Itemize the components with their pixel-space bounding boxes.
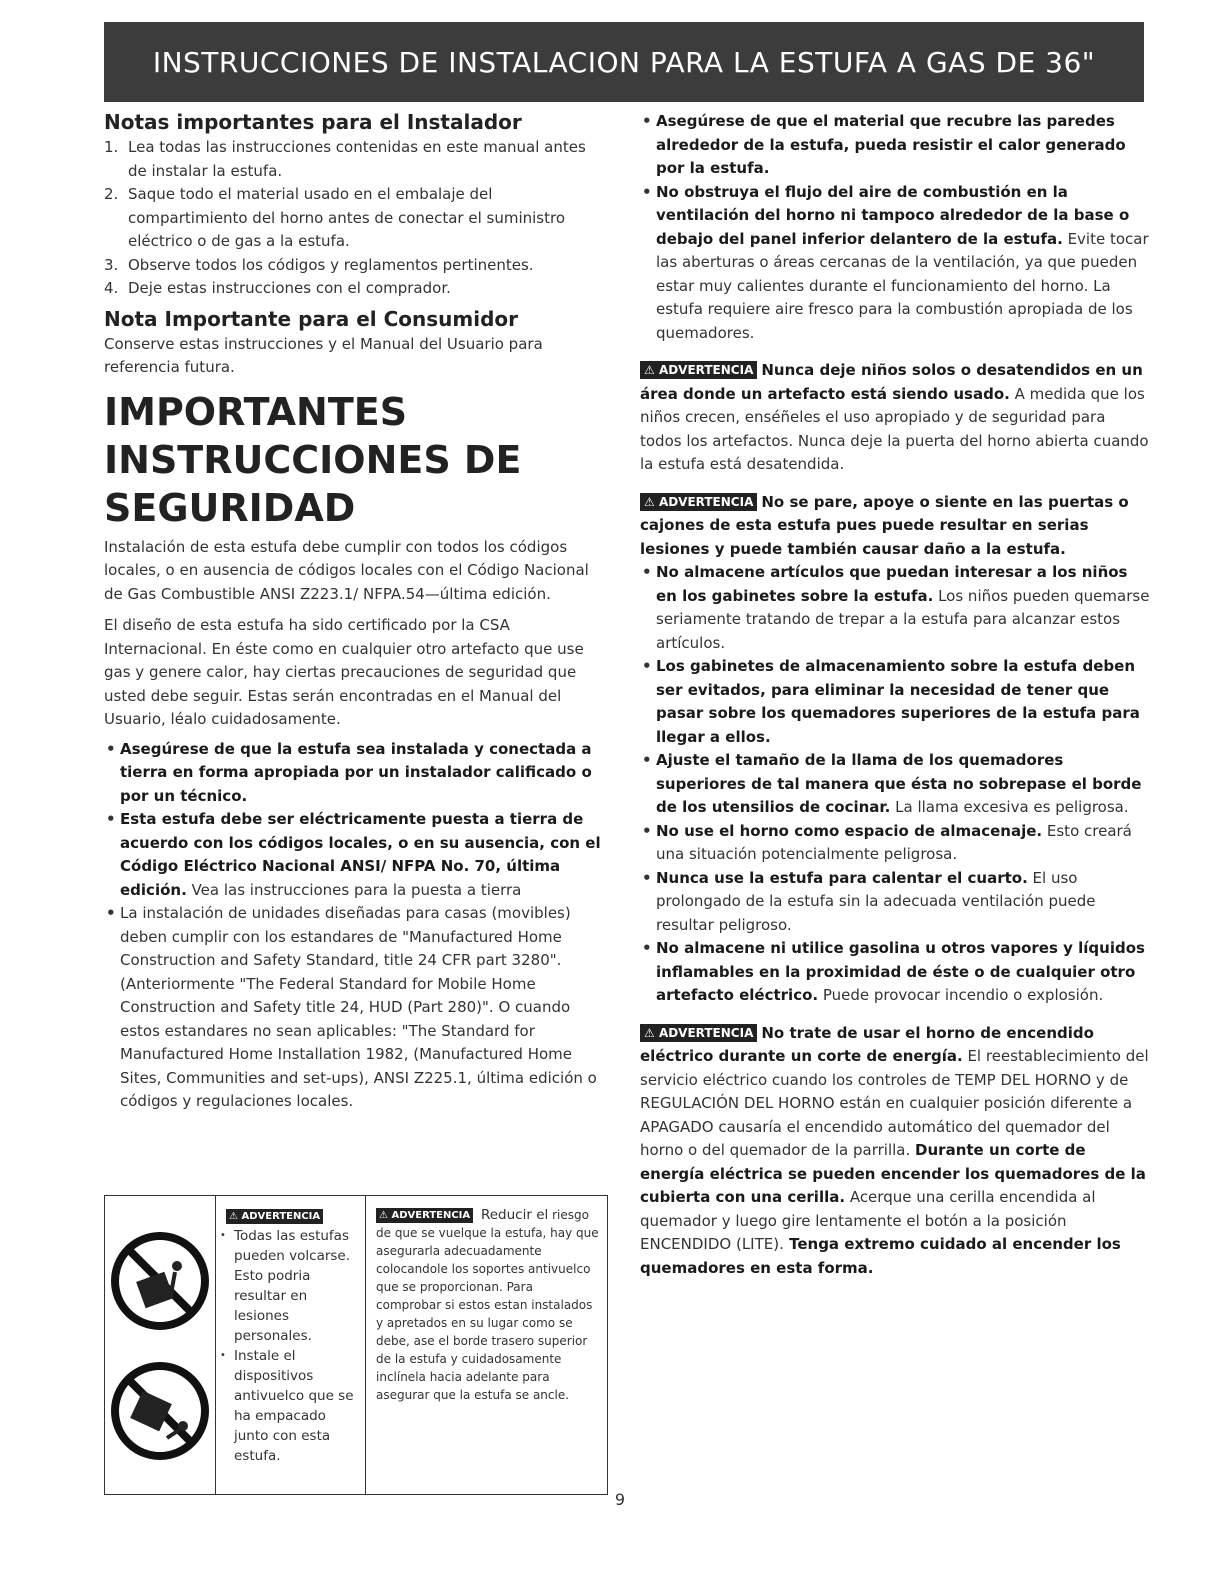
safety-title-line: INSTRUCCIONES DE bbox=[104, 437, 522, 482]
safety-title bbox=[104, 388, 608, 532]
bullet-text: Los niños pueden quemarse seriamente tratando de trepar a la estufa para alcanzar estos artículos. bbox=[656, 586, 1150, 652]
list-item: • Todas las estufas pueden volcarse. Esto podria resultar en lesiones personales. bbox=[220, 1228, 351, 1344]
safety-bullets bbox=[104, 738, 608, 1114]
safety-paragraph-1: Instalación de esta estufa debe cumplir con todos los códigos locales, o en ausencia de códigos locales con el Código Nacional de Gas Combustible ANSI Z223.1/ NFPA.54—última edición. bbox=[104, 537, 589, 603]
item-number: 2. bbox=[104, 185, 119, 203]
installer-notes-list bbox=[104, 136, 608, 301]
list-item: • Instale el dispositivos antivuelco que se ha empacado junto con esta estufa. bbox=[220, 1348, 354, 1464]
bullet-bold: No almacene artículos que puedan interesar a los niños en los gabinetes sobre la estufa. bbox=[656, 563, 1128, 605]
right-bullets-top bbox=[640, 110, 1150, 345]
list-item bbox=[104, 277, 608, 301]
bullet-bold: Asegúrese de que la estufa sea instalada y conectada a tierra en forma apropiada por un instalador calificado o por un técnico. bbox=[120, 739, 592, 805]
list-item: • Asegúrese de que la estufa sea instalada y conectada a tierra en forma apropiada por un instalador calificado o por un técnico. bbox=[106, 739, 592, 805]
anti-tip-column-2 bbox=[215, 1196, 365, 1494]
list-item bbox=[104, 254, 608, 278]
item-text: Deje estas instrucciones con el comprador. bbox=[128, 279, 451, 297]
warning-label-text: ADVERTENCIA bbox=[658, 363, 754, 377]
right-bullets-mid bbox=[640, 561, 1150, 1008]
warning-bold: Tenga extremo cuidado al encender los quemadores en esta forma. bbox=[640, 1235, 1121, 1277]
consumer-note-text: Conserve estas instrucciones y el Manual del Usuario para referencia futura. bbox=[104, 334, 543, 376]
warning-label-text: ADVERTENCIA bbox=[658, 1025, 754, 1040]
anti-tip-text: riesgo de que se vuelque la estufa, hay que asegurarla adecuadamente colocandole los soportes antivuelco que se proporcionan. Para comprobar si estos estan instalados y apretados en su lugar como se debe, ase el borde trasero superior de la estufa y cuidadosamente inclínela hacia adelante para asegurar que la estufa se ancle. bbox=[376, 1208, 599, 1402]
bullet-bold: Esta estufa debe ser eléctricamente puesta a tierra de acuerdo con los códigos locales, o en su ausencia, con el Código Eléctrico Nacional ANSI/ NFPA No. 70, última edición. bbox=[120, 810, 601, 899]
item-text: Todas las estufas pueden volcarse. Esto podria resultar en lesiones personales. bbox=[234, 1228, 351, 1344]
page-title: INSTRUCCIONES DE INSTALACION PARA LA ESTUFA A GAS DE 36" bbox=[152, 45, 1096, 79]
bullet-bold: No almacene ni utilice gasolina u otros vapores y líquidos inflamables en la proximidad de éste o de cualquier otro artefacto eléctrico. bbox=[656, 939, 1145, 1004]
item-number: 1. bbox=[104, 138, 119, 156]
warning-label-text: ADVERTENCIA bbox=[241, 1211, 321, 1222]
warning-label: ⚠ ADVERTENCIA bbox=[376, 1208, 473, 1223]
bullet-text: La llama excesiva es peligrosa. bbox=[890, 798, 1129, 816]
warning-label: ⚠ ADVERTENCIA bbox=[640, 1024, 757, 1042]
page-number: 9 bbox=[614, 1490, 626, 1509]
warning-bold: No trate de usar el horno de encendido eléctrico durante un corte de energía. bbox=[640, 1023, 1094, 1065]
warning-text: A medida que los niños crecen, enséñeles el uso apropiado y de seguridad para todos los artefactos. Nunca deje la puerta del horno abierta cuando la estufa está desatendida. bbox=[640, 384, 1149, 473]
item-number: 4. bbox=[104, 279, 119, 297]
safety-title-line: IMPORTANTES bbox=[104, 389, 408, 434]
bullet-bold: No obstruya el flujo del aire de combustión en la ventilación del horno ni tampoco alrededor de la base o debajo del panel inferior delantero de la estufa. bbox=[656, 182, 1130, 248]
warning-label: ⚠ ADVERTENCIA bbox=[640, 361, 757, 379]
installer-notes-heading: Notas importantes para el Instalador bbox=[104, 110, 522, 134]
warning-bold: Nunca deje niños solos o desatendidos en un área donde un artefacto está siendo usado. bbox=[640, 361, 1143, 403]
list-item bbox=[104, 136, 608, 183]
power-outage-warning bbox=[640, 1022, 1150, 1281]
bullet-bold: Asegúrese de que el material que recubre las paredes alrededor de la estufa, pueda resistir el calor generado por la estufa. bbox=[656, 112, 1126, 177]
warning-bold: Durante un corte de energía eléctrica se pueden encender los quemadores de la cubierta con una cerilla. bbox=[640, 1141, 1146, 1206]
anti-tip-icons bbox=[105, 1196, 215, 1494]
warning-label-text: ADVERTENCIA bbox=[391, 1210, 471, 1221]
warning-label: ⚠ ADVERTENCIA bbox=[226, 1209, 323, 1224]
consumer-note-heading: Nota Importante para el Consumidor bbox=[104, 306, 519, 331]
anti-tip-lead: Reducir el bbox=[480, 1207, 549, 1223]
bullet-text: La instalación de unidades diseñadas para casas (movibles) deben cumplir con los estandares de "Manufactured Home Construction and Safety Standard, title 24 CFR part 3280". (Anteriormente "The Federal Standard for Mobile Home Construction and Safety title 24, HUD (Part 280)". O cuando estos estandares no sean aplicables: "The Standard for Manufactured Home Installation 1982, (Manufactured Home Sites, Communities and set-ups), ANSI Z225.1, última edición o códigos y regulaciones locales. bbox=[120, 904, 597, 1110]
item-text: Saque todo el material usado en el embalaje del compartimiento del horno antes de conectar el suministro eléctrico o de gas a la estufa. bbox=[128, 185, 566, 250]
left-column bbox=[104, 110, 608, 1114]
safety-title-line: SEGURIDAD bbox=[104, 485, 356, 530]
safety-paragraph-2: El diseño de esta estufa ha sido certificado por la CSA Internacional. En éste como en cualquier otro artefacto que use gas y genere calor, hay ciertas precauciones de seguridad que usted debe seguir. Estas serán encontradas en el Manual del Usuario, léalo cuidadosamente. bbox=[104, 616, 584, 728]
list-item: • La instalación de unidades diseñadas para casas (movibles) deben cumplir con los estandares de "Manufactured Home Construction and Safety Standard, title 24 CFR part 3280". (Anteriormente "The Federal Standard for Mobile Home Construction and Safety title 24, HUD (Part 280)". O cuando estos estandares no sean aplicables: "The Standard for Manufactured Home Installation 1982, (Manufactured Home Sites, Communities and set-ups), ANSI Z225.1, última edición o códigos y regulaciones locales. bbox=[106, 904, 597, 1110]
anti-tip-column-3 bbox=[365, 1196, 607, 1494]
anti-tip-warning-box bbox=[104, 1195, 608, 1495]
bullet-bold: Ajuste el tamaño de la llama de los quemadores superiores de tal manera que ésta no sobrepase el borde de los utensilios de cocinar. bbox=[656, 751, 1142, 816]
warning-label-text: ADVERTENCIA bbox=[658, 494, 754, 509]
bullet-text: Esto creará una situación potencialmente peligrosa. bbox=[656, 821, 1132, 863]
list-item: • Asegúrese de que el material que recubre las paredes alrededor de la estufa, pueda resistir el calor generado por la estufa. bbox=[642, 112, 1126, 177]
warning-label: ⚠ ADVERTENCIA bbox=[640, 493, 757, 511]
item-text: Lea todas las instrucciones contenidas en este manual antes de instalar la estufa. bbox=[128, 138, 586, 180]
bullet-bold: Nunca use la estufa para calentar el cuarto. bbox=[656, 868, 1028, 887]
list-item: • No use el horno como espacio de almacenaje. Esto creará una situación potencialmente peligrosa. bbox=[642, 821, 1132, 863]
children-warning bbox=[640, 359, 1150, 477]
bullet-bold: No use el horno como espacio de almacenaje. bbox=[656, 821, 1043, 840]
bullet-text: Evite tocar las aberturas o áreas cercanas de la ventilación, ya que pueden estar muy calientes durante el funcionamiento del horno. La estufa requiere aire fresco para la combustión apropiada de los quemadores. bbox=[656, 229, 1149, 342]
list-item bbox=[104, 183, 608, 254]
header-band bbox=[104, 22, 1144, 102]
item-text: Observe todos los códigos y reglamentos pertinentes. bbox=[128, 255, 534, 274]
list-item: • Ajuste el tamaño de la llama de los quemadores superiores de tal manera que ésta no sobrepase el borde de los utensilios de cocinar. La llama excesiva es peligrosa. bbox=[642, 751, 1142, 816]
right-column bbox=[640, 110, 1150, 1280]
bullet-text: Vea las instrucciones para la puesta a tierra bbox=[186, 880, 522, 899]
warning-text: El reestablecimiento del servicio eléctrico cuando los controles de TEMP DEL HORNO y de REGULACIÓN DEL HORNO están en cualquier posición diferente a APAGADO causaría el encendido automático del quemador del horno o del quemador de la parrilla. bbox=[640, 1047, 1149, 1159]
item-number: 3. bbox=[104, 255, 119, 274]
warning-bold: No se pare, apoye o siente en las puertas o cajones de esta estufa pues puede resultar en serias lesiones y puede también causar daño a la estufa. bbox=[640, 492, 1129, 558]
bullet-text: Puede provocar incendio o explosión. bbox=[818, 986, 1104, 1004]
list-item: • No almacene artículos que puedan interesar a los niños en los gabinetes sobre la estufa. Los niños pueden quemarse seriamente tratando de trepar a la estufa para alcanzar estos artículos. bbox=[642, 563, 1150, 652]
warning-text: Acerque una cerilla encendida al quemador y luego gire lentamente el botón a la posición ENCENDIDO (LITE). bbox=[640, 1188, 1096, 1253]
list-item: • No obstruya el flujo del aire de combustión en la ventilación del horno ni tampoco alrededor de la base o debajo del panel inferior delantero de la estufa. Evite tocar las aberturas o áreas cercanas de la ventilación, ya que pueden estar muy calientes durante el funcionamiento del horno. La estufa requiere aire fresco para la combustión apropiada de los quemadores. bbox=[642, 182, 1149, 342]
list-item: • Esta estufa debe ser eléctricamente puesta a tierra de acuerdo con los códigos locales, o en su ausencia, con el Código Eléctrico Nacional ANSI/ NFPA No. 70, última edición. Vea las instrucciones para la puesta a tierra bbox=[106, 810, 601, 899]
no-tip-over-icon bbox=[105, 1196, 215, 1494]
doors-warning bbox=[640, 491, 1150, 562]
list-item: • Nunca use la estufa para calentar el cuarto. El uso prolongado de la estufa sin la adecuada ventilación puede resultar peligroso. bbox=[642, 868, 1096, 934]
bullet-bold: Los gabinetes de almacenamiento sobre la estufa deben ser evitados, para eliminar la necesidad de tener que pasar sobre los quemadores superiores de la estufa para llegar a ellos. bbox=[656, 657, 1140, 746]
list-item: • No almacene ni utilice gasolina u otros vapores y líquidos inflamables en la proximidad de éste o de cualquier otro artefacto eléctrico. Puede provocar incendio o explosión. bbox=[642, 939, 1145, 1004]
item-text: Instale el dispositivos antivuelco que se ha empacado junto con esta estufa. bbox=[234, 1348, 354, 1464]
list-item: • Los gabinetes de almacenamiento sobre la estufa deben ser evitados, para eliminar la necesidad de tener que pasar sobre los quemadores superiores de la estufa para llegar a ellos. bbox=[642, 657, 1140, 746]
bullet-text: El uso prolongado de la estufa sin la adecuada ventilación puede resultar peligroso. bbox=[656, 868, 1096, 934]
